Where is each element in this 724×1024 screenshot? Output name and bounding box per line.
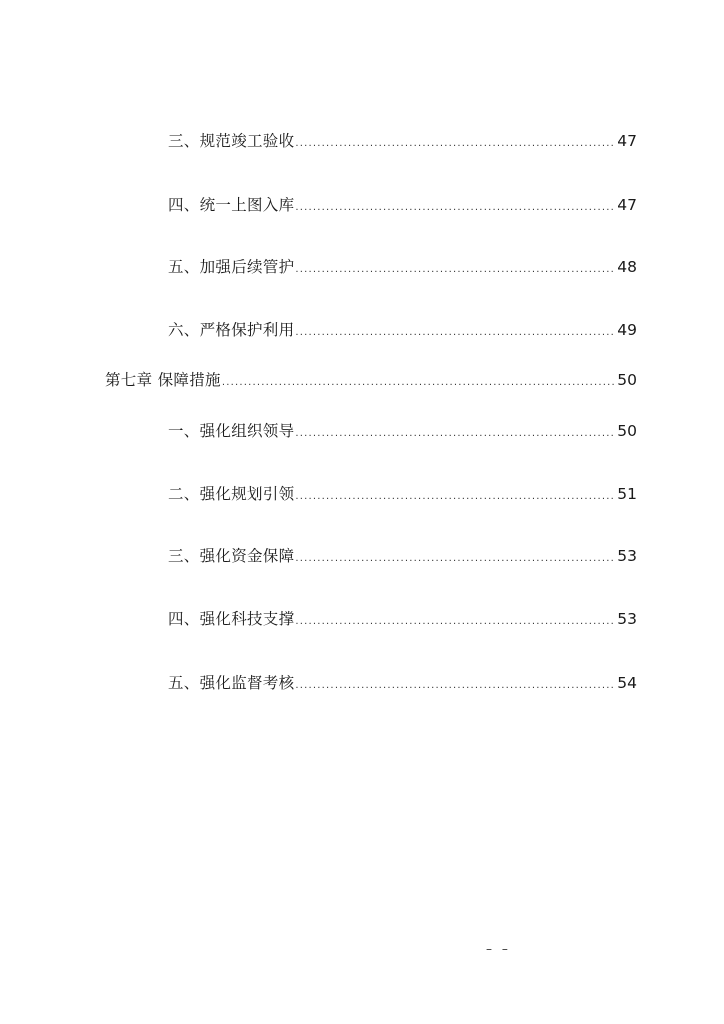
toc-entry[interactable] — [168, 673, 637, 696]
toc-dot-leader — [295, 487, 616, 507]
toc-entry-page: 47 — [617, 132, 637, 150]
toc-entry-title: 第七章 保障措施 — [105, 371, 221, 389]
toc-entry-page: 48 — [617, 258, 637, 276]
toc-entry-title: 四、强化科技支撑 — [168, 610, 295, 628]
toc-entry-page: 47 — [617, 196, 637, 214]
toc-dot-leader — [295, 424, 616, 444]
toc-dot-leader — [295, 549, 616, 569]
toc-dot-leader — [295, 260, 616, 280]
toc-entry-title: 三、规范竣工验收 — [168, 132, 295, 150]
page-number-footer: – – — [486, 942, 511, 956]
toc-entry[interactable] — [168, 546, 637, 569]
toc-dot-leader — [295, 612, 616, 632]
toc-entry-title: 五、加强后续管护 — [168, 258, 295, 276]
toc-entry-title: 三、强化资金保障 — [168, 547, 295, 565]
toc-entry[interactable] — [168, 320, 637, 343]
toc-entry-title: 一、强化组织领导 — [168, 422, 295, 440]
toc-entry-title: 六、严格保护利用 — [168, 321, 295, 339]
toc-dot-leader — [295, 198, 616, 218]
toc-entry-title: 二、强化规划引领 — [168, 485, 295, 503]
toc-entry[interactable] — [168, 195, 637, 218]
toc-entry[interactable] — [168, 131, 637, 154]
toc-entry[interactable] — [168, 484, 637, 507]
toc-entry-page: 49 — [617, 321, 637, 339]
toc-dot-leader — [295, 676, 616, 696]
toc-dot-leader — [222, 373, 616, 393]
toc-entry[interactable] — [168, 609, 637, 632]
toc-entry[interactable] — [168, 421, 637, 444]
toc-dot-leader — [295, 323, 616, 343]
toc-entry-page: 50 — [617, 422, 637, 440]
toc-dot-leader — [295, 134, 616, 154]
toc-entry-title: 五、强化监督考核 — [168, 674, 295, 692]
toc-entry-title: 四、统一上图入库 — [168, 196, 295, 214]
toc-chapter-entry[interactable] — [105, 370, 637, 393]
toc-entry-page: 51 — [617, 485, 637, 503]
toc-entry-page: 53 — [617, 610, 637, 628]
toc-entry-page: 50 — [617, 371, 637, 389]
toc-entry[interactable] — [168, 257, 637, 280]
toc-entry-page: 53 — [617, 547, 637, 565]
toc-entry-page: 54 — [617, 674, 637, 692]
